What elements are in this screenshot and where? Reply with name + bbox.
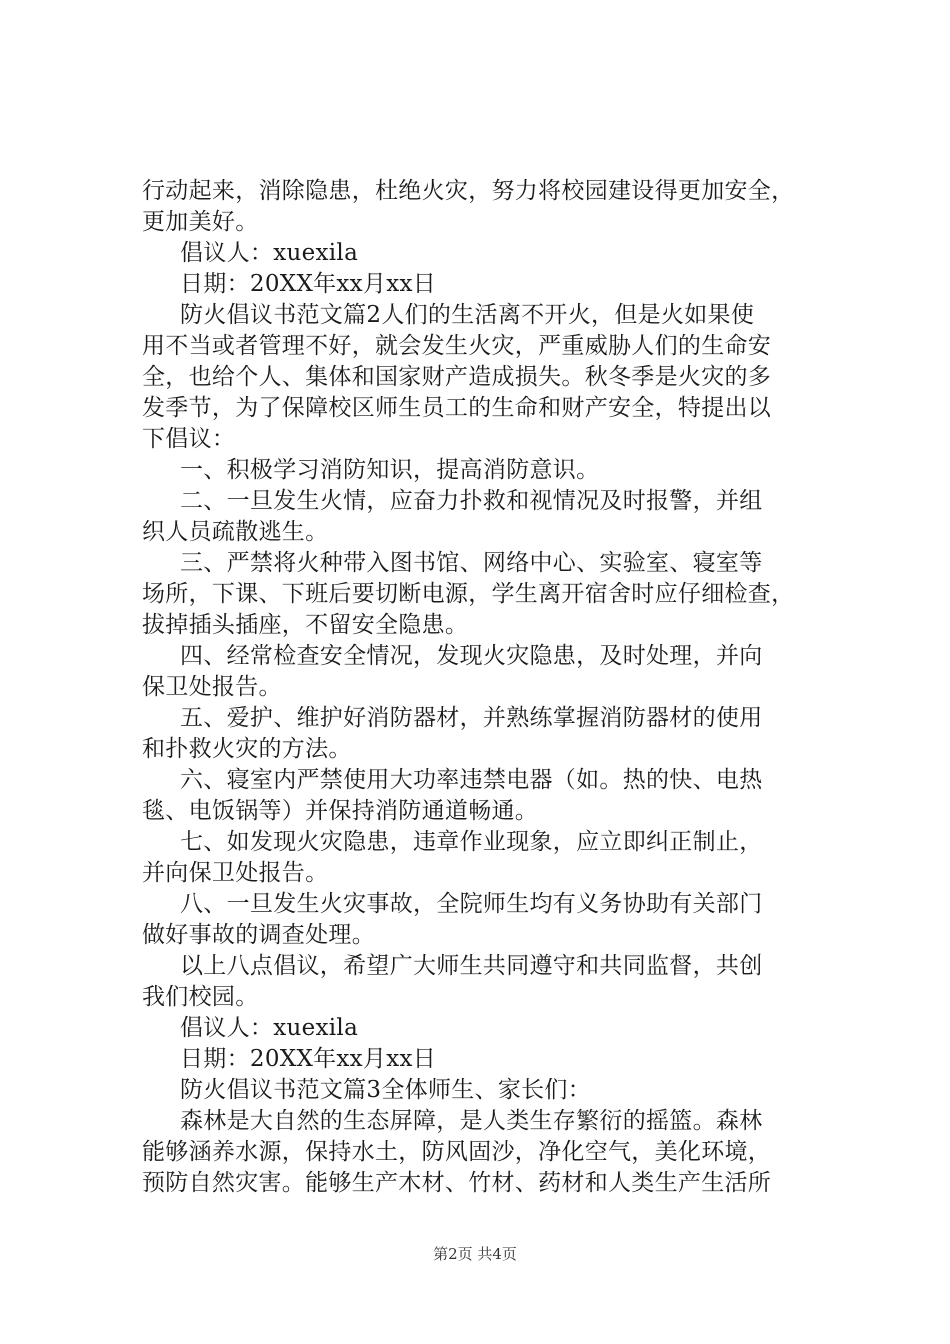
paragraph-line [142, 889, 832, 920]
text-line: 以上八点倡议，希望广大师生共同遵守和共同监督，共创 [180, 953, 763, 979]
text-line: 防火倡议书范文篇2人们的生活离不开火，但是火如果使 [180, 302, 755, 328]
text-line: 能够涵养水源，保持水土，防风固沙，净化空气，美化环境， [142, 1139, 772, 1165]
page-footer [0, 1243, 950, 1264]
text-line: 日期：20XX年xx月xx日 [180, 271, 437, 297]
paragraph-line [142, 1044, 832, 1075]
text-line: 下倡议： [142, 426, 236, 452]
text-line: 倡议人：xuexila [180, 1015, 359, 1041]
text-line: 行动起来，消除隐患，杜绝火灾，努力将校园建设得更加安全， [142, 178, 795, 204]
text-line: 预防自然灾害。能够生产木材、竹材、药材和人类生产生活所 [142, 1170, 772, 1196]
paragraph-line [142, 424, 832, 455]
paragraph-line [142, 1106, 832, 1137]
text-line: 和扑救火灾的方法。 [142, 736, 352, 762]
paragraph-line [142, 1075, 832, 1106]
text-line: 并向保卫处报告。 [142, 860, 329, 886]
paragraph-line [142, 176, 832, 207]
paragraph-line [142, 1013, 832, 1044]
paragraph-line [142, 331, 832, 362]
paragraph-line [142, 517, 832, 548]
paragraph-line [142, 641, 832, 672]
paragraph-line [142, 765, 832, 796]
text-line: 四、经常检查安全情况，发现火灾隐患，及时处理，并向 [180, 643, 763, 669]
paragraph-line [142, 951, 832, 982]
paragraph-line [142, 703, 832, 734]
paragraph-line [142, 300, 832, 331]
paragraph-line [142, 796, 832, 827]
paragraph-line [142, 982, 832, 1013]
paragraph-line [142, 1168, 832, 1199]
text-line: 五、爱护、维护好消防器材，并熟练掌握消防器材的使用 [180, 705, 763, 731]
paragraph-line [142, 734, 832, 765]
text-line: 毯、电饭锅等）并保持消防通道畅通。 [142, 798, 539, 824]
document-body [142, 176, 832, 1199]
text-line: 森林是大自然的生态屏障，是人类生存繁衍的摇篮。森林 [180, 1108, 763, 1134]
text-line: 防火倡议书范文篇3全体师生、家长们： [180, 1077, 592, 1103]
paragraph-line [142, 362, 832, 393]
paragraph-line [142, 207, 832, 238]
text-line: 做好事故的调查处理。 [142, 922, 375, 948]
text-line: 发季节，为了保障校区师生员工的生命和财产安全，特提出以 [142, 395, 772, 421]
text-line: 拔掉插头插座，不留安全隐患。 [142, 612, 469, 638]
text-line: 更加美好。 [142, 209, 259, 235]
paragraph-line [142, 486, 832, 517]
paragraph-line [142, 548, 832, 579]
paragraph-line [142, 455, 832, 486]
paragraph-line [142, 1137, 832, 1168]
text-line: 保卫处报告。 [142, 674, 282, 700]
paragraph-line [142, 827, 832, 858]
text-line: 七、如发现火灾隐患，违章作业现象，应立即纠正制止， [180, 829, 763, 855]
text-line: 用不当或者管理不好，就会发生火灾，严重威胁人们的生命安 [142, 333, 772, 359]
paragraph-line [142, 920, 832, 951]
text-line: 三、严禁将火种带入图书馆、网络中心、实验室、寝室等 [180, 550, 763, 576]
text-line: 我们校园。 [142, 984, 259, 1010]
paragraph-line [142, 858, 832, 889]
paragraph-line [142, 269, 832, 300]
page-number-label: 第2页 共4页 [433, 1245, 517, 1263]
text-line: 一、积极学习消防知识，提高消防意识。 [180, 457, 600, 483]
text-line: 全，也给个人、集体和国家财产造成损失。秋冬季是火灾的多 [142, 364, 772, 390]
paragraph-line [142, 610, 832, 641]
paragraph-line [142, 393, 832, 424]
text-line: 八、一旦发生火灾事故，全院师生均有义务协助有关部门 [180, 891, 763, 917]
text-line: 倡议人：xuexila [180, 240, 359, 266]
text-line: 六、寝室内严禁使用大功率违禁电器（如。热的快、电热 [180, 767, 763, 793]
paragraph-line [142, 238, 832, 269]
text-line: 日期：20XX年xx月xx日 [180, 1046, 437, 1072]
text-line: 织人员疏散逃生。 [142, 519, 329, 545]
text-line: 场所，下课、下班后要切断电源，学生离开宿舍时应仔细检查， [142, 581, 795, 607]
paragraph-line [142, 579, 832, 610]
paragraph-line [142, 672, 832, 703]
text-line: 二、一旦发生火情，应奋力扑救和视情况及时报警，并组 [180, 488, 763, 514]
